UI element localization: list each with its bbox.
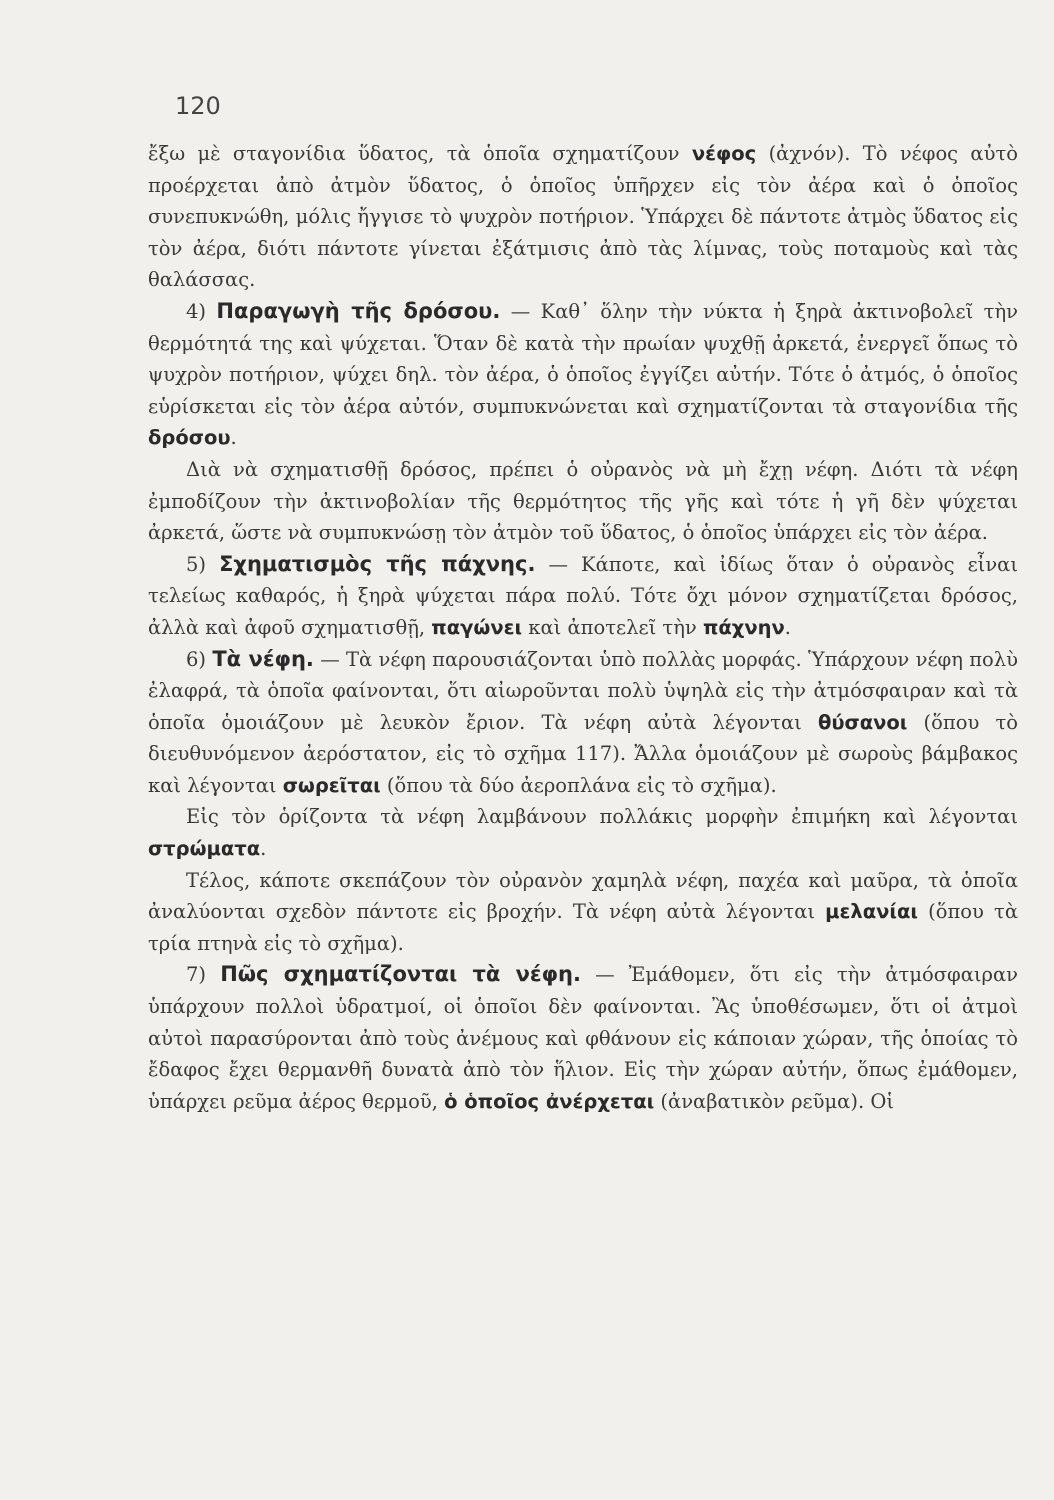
term-melaniai: μελανίαι xyxy=(825,900,918,924)
text-run: (ἀναβατικὸν ρεῦμα). Οἱ xyxy=(654,1089,894,1113)
section-6-clouds xyxy=(148,644,1018,802)
text-run: ἔξω μὲ σταγονίδια ὕδατος, τὰ ὁποῖα σχηματίζουν xyxy=(148,142,692,165)
text-run: — Τὰ νέφη παρουσιάζονται ὑπὸ πολλὰς μορφάς. Ὑπάρχουν νέφη πολὺ ἐλαφρά, τὰ ὁποῖα φαίνονται, ὅτι αἰωροῦνται πολὺ ὑψηλὰ εἰς τὴν ἀτμόσφαιραν καὶ τὰ ὁποῖα ὁμοιάζουν μὲ λευκὸν ἔριον. Τὰ νέφη αὐτὰ λέγονται xyxy=(148,647,1018,734)
section-number: 5) xyxy=(186,552,207,576)
term-droson: δρόσου xyxy=(148,426,231,450)
text-run: (ὅπου τὸ διευθυνόμενον ἀερόστατον, εἰς τὸ σχῆμα 117). Ἄλλα ὁμοιάζουν μὲ σωροὺς βάμβακος καὶ λέγονται xyxy=(148,710,1018,797)
page-number: 120 xyxy=(175,92,221,120)
paragraph-strata xyxy=(148,801,1018,864)
text-run: (ἀχνόν). Τὸ νέφος αὐτὸ προέρχεται ἀπὸ ἀτμὸν ὕδατος, ὁ ὁποῖος ὑπῆρχεν εἰς τὸν ἀέρα καὶ ὁ ὁποῖος συνεπυκνώθη, μόλις ἤγγισε τὸ ψυχρὸν ποτήριον. Ὑπάρχει δὲ πάντοτε ἀτμὸς ὕδατος εἰς τὸν ἀέρα, διότι πάντοτε γίνεται ἐξάτμισις ἀπὸ τὰς λίμνας, τοὺς ποταμοὺς καὶ τὰς θαλάσσας. xyxy=(148,142,1018,292)
paragraph-dew-conditions: Διὰ νὰ σχηματισθῇ δρόσος, πρέπει ὁ οὐρανὸς νὰ μὴ ἔχῃ νέφη. Διότι τὰ νέφη ἐμποδίζουν τὴν ἀκτινοβολίαν τῆς θερμότητος τῆς γῆς καὶ τότε ἡ γῆ δὲν ψύχεται ἀρκετά, ὥστε νὰ συμπυκνώσῃ τὸν ἀτμὸν τοῦ ὕδατος, ὁ ὁποῖος ὑπάρχει εἰς τὸν ἀέρα. xyxy=(148,457,1018,545)
section-4-dew xyxy=(148,296,1018,454)
section-number: 7) xyxy=(186,963,207,987)
text-run: . xyxy=(260,837,267,861)
section-5-frost xyxy=(148,549,1018,644)
section-number: 4) xyxy=(186,299,207,323)
page-body xyxy=(148,138,1018,1117)
term-pachnin: πάχνην xyxy=(702,615,785,639)
term-stromata: στρώματα xyxy=(148,837,261,861)
text-run: (ὅπου τὰ τρία πτηνὰ εἰς τὸ σχῆμα). xyxy=(148,900,1018,955)
text-run: — Καθ᾽ ὅλην τὴν νύκτα ἡ ξηρὰ ἀκτινοβολεῖ τὴν θερμότητά της καὶ ψύχεται. Ὅταν δὲ κατὰ τὴν πρωίαν ψυχθῇ ἀρκετά, ἐνεργεῖ ὅπως τὸ ψυχρὸν ποτήριον, ψύχει δηλ. τὸν ἀέρα, ὁ ὁποῖος ἐγγίζει αὐτήν. Τότε ὁ ἀτμός, ὁ ὁποῖος εὑρίσκεται εἰς τὸν ἀέρα αὐτόν, συμπυκνώνεται καὶ σχηματίζονται τὰ σταγονίδια τῆς xyxy=(148,299,1018,418)
text-run: Τέλος, κάποτε σκεπάζουν τὸν οὐρανὸν χαμηλὰ νέφη, παχέα καὶ μαῦρα, τὰ ὁποῖα ἀναλύονται σχεδὸν πάντοτε εἰς βροχήν. Τὰ νέφη αὐτὰ λέγονται xyxy=(148,868,1018,924)
paragraph-intro xyxy=(148,138,1018,296)
paragraph-nimbus xyxy=(148,865,1018,960)
text-run: Εἰς τὸν ὁρίζοντα τὰ νέφη λαμβάνουν πολλάκις μορφὴν ἐπιμήκη καὶ λέγονται xyxy=(186,805,1018,829)
text-run: — Κάποτε, καὶ ἰδίως ὅταν ὁ οὐρανὸς εἶναι τελείως καθαρός, ἡ ξηρὰ ψύχεται πάρα πολύ. Τότε ὄχι μόνον σχηματίζεται δρόσος, ἀλλὰ καὶ ἀφοῦ σχηματισθῇ, xyxy=(148,552,1018,639)
text-run: . xyxy=(230,426,237,450)
text-run: (ὅπου τὰ δύο ἀεροπλάνα εἰς τὸ σχῆμα). xyxy=(380,773,777,797)
term-soreitai: σωρεῖται xyxy=(282,773,381,797)
term-anerchetai: ὁ ὁποῖος ἀνέρχεται xyxy=(444,1089,655,1113)
text-run: καὶ ἀποτελεῖ τὴν xyxy=(522,615,703,639)
term-nefos: νέφος xyxy=(691,142,757,165)
term-thysanoi: θύσανοι xyxy=(817,710,908,734)
section-title: Τὰ νέφη. xyxy=(212,646,314,671)
section-title: Πῶς σχηματίζονται τὰ νέφη. xyxy=(220,962,581,987)
section-title: Σχηματισμὸς τῆς πάχνης. xyxy=(219,551,536,576)
section-title: Παραγωγὴ τῆς δρόσου. xyxy=(216,298,501,323)
term-pagonei: παγώνει xyxy=(431,615,523,639)
text-run: . xyxy=(784,615,791,639)
section-number: 6) xyxy=(186,647,207,671)
text-run: — Ἐμάθομεν, ὅτι εἰς τὴν ἀτμόσφαιραν ὑπάρχουν πολλοὶ ὑδρατμοί, οἱ ὁποῖοι δὲν φαίνονται. Ἂς ὑποθέσωμεν, ὅτι οἱ ἀτμοὶ αὐτοὶ παρασύρονται ἀπὸ τοὺς ἀνέμους καὶ φθάνουν εἰς κάποιαν χώραν, τῆς ὁποίας τὸ ἔδαφος ἔχει θερμανθῆ δυνατὰ ἀπὸ τὸν ἥλιον. Εἰς τὴν χώραν αὐτήν, ὅπως ἐμάθομεν, ὑπάρχει ρεῦμα ἀέρος θερμοῦ, xyxy=(148,963,1018,1113)
section-7-cloud-formation xyxy=(148,959,1018,1117)
